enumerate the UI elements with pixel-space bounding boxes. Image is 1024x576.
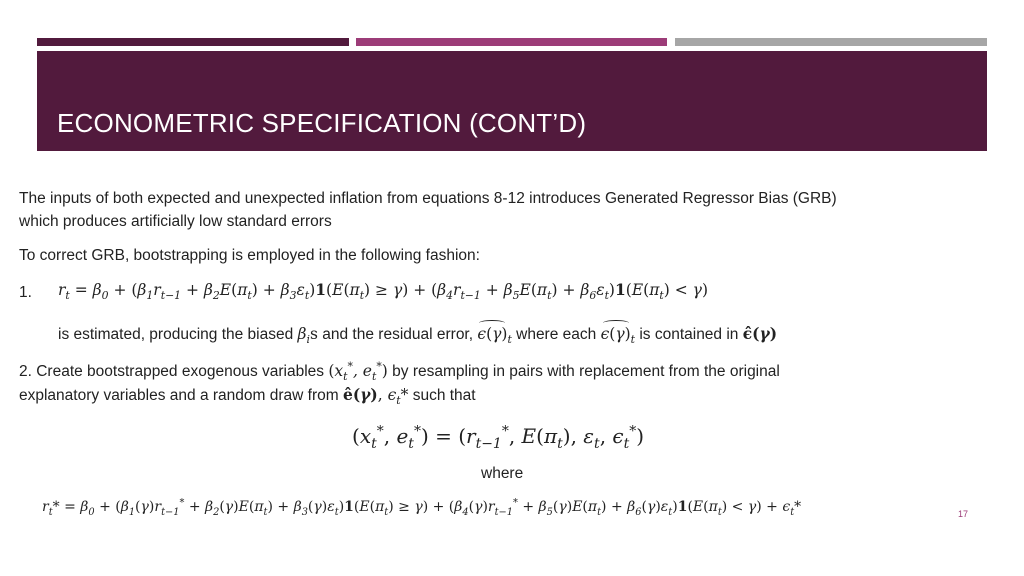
- paragraph-grb-line-1: The inputs of both expected and unexpected inflation from equations 8-12 introduces Generated Regressor Bias (GRB): [19, 190, 837, 207]
- random-draw-symbol: ê(γ), $\epsilon_t*$: [342, 385, 409, 408]
- item2-text-1: 2. Create bootstrapped exogenous variables: [19, 363, 325, 380]
- slide-number: 17: [958, 509, 969, 519]
- item2-line2-text-1: explanatory variables and a random draw from: [19, 387, 339, 404]
- estimated-text-2: and the residual error,: [322, 326, 474, 343]
- item2-text-2: by resampling in pairs with replacement from the original: [392, 363, 780, 380]
- list-item-2-line-2: [19, 384, 476, 407]
- list-number-1: 1.: [19, 284, 32, 301]
- list-item-2-line-1: [19, 360, 780, 383]
- residual-vector-symbol: ϵ̂(γ): [742, 324, 778, 343]
- estimated-text-4: is contained in: [639, 326, 739, 343]
- item2-line2-text-2: such that: [412, 387, 476, 404]
- slide-title: ECONOMETRIC SPECIFICATION (CONT’D): [57, 108, 587, 138]
- equation-1-threshold-model: $r_t = \beta_0 + (\beta_1r_{t-1} + \beta_2E(\pi_t) + \beta_3\varepsilon_t)1(E(\pi_t) \ge \gamma) + (\beta_4r_{t-1} + \beta_5E(\pi_t) + \beta_6\varepsilon_t)1(E(\pi_t) < \gamma)$: [58, 280, 709, 303]
- top-accent-bar-grey: [675, 38, 987, 46]
- estimated-text-1: is estimated, producing the biased: [58, 326, 294, 343]
- residual-error-symbol: $\epsilon(\gamma)_t$: [477, 325, 512, 347]
- residual-error-symbol-2: $\epsilon(\gamma)_t$: [600, 325, 636, 347]
- equation-bootstrapped-pairs: ($x_t^*$, $e_t^*) = (r_{t-1}^*$, $E(\pi_t)$, $\varepsilon_t$, $\epsilon_t^*$): [352, 423, 645, 452]
- equation-bootstrapped-model: $r_t* = \beta_0 + (\beta_1(\gamma)r_{t-1}^* + \beta_2(\gamma)E(\pi_t) + \beta_3(\gamma)\varepsilon_t)1(E(\pi_t) \ge \gamma) + (\beta_4(\gamma)r_{t-1}^* + \beta_5(\gamma)E(\pi_t) + \beta_6(\gamma)\varepsilon_t)1(E(\pi_t) < \gamma) + \epsilon_t*$: [42, 497, 802, 518]
- paragraph-grb-line-2: which produces artificially low standard errors: [19, 213, 332, 230]
- paragraph-bootstrap-intro: To correct GRB, bootstrapping is employed in the following fashion:: [19, 247, 480, 264]
- bootstrapped-variables-symbol: ($x_t^*$, $e_t^*$): [328, 359, 388, 384]
- where-label: where: [481, 465, 524, 482]
- top-accent-bar-mid: [356, 38, 667, 46]
- estimated-line: [58, 323, 777, 346]
- estimated-text-3: where each: [516, 326, 597, 343]
- biased-beta-symbol: $\beta_is$: [297, 325, 318, 347]
- title-band: [37, 51, 987, 151]
- top-accent-bar-dark: [37, 38, 349, 46]
